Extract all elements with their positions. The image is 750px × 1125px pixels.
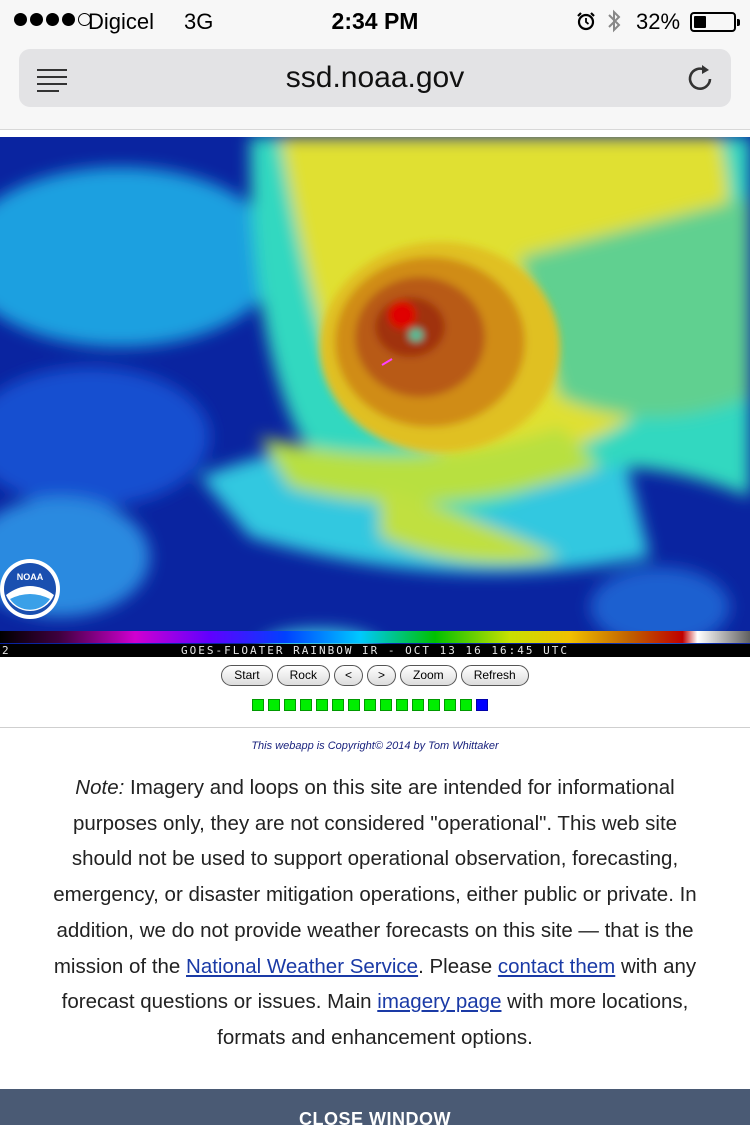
status-bar (0, 0, 750, 42)
frame-selector (252, 699, 488, 711)
battery-percent: 32% (636, 9, 681, 34)
frame-8-square[interactable] (364, 699, 376, 711)
image-corner-label: 2 (2, 644, 9, 657)
frame-6-square[interactable] (332, 699, 344, 711)
note-text-4: with more locations, formats and enhancement options. (217, 990, 689, 1049)
frame-4-square[interactable] (300, 699, 312, 711)
carrier-name: Digicel (88, 9, 155, 34)
status-time: 2:34 PM (331, 8, 419, 34)
contact-them-link[interactable]: contact them (497, 954, 616, 978)
frame-13-square[interactable] (444, 699, 456, 711)
note-text-2: . Please (418, 954, 498, 978)
image-caption-bar (0, 644, 750, 657)
address-bar[interactable] (19, 49, 731, 107)
alarm-clock-icon (576, 11, 596, 37)
network-type: 3G (184, 9, 214, 34)
frame-7-square[interactable] (348, 699, 360, 711)
url-text[interactable]: ssd.noaa.gov (285, 61, 465, 94)
national-weather-service-link[interactable]: National Weather Service (186, 954, 419, 978)
battery-icon (690, 12, 736, 32)
noaa-logo-icon (0, 559, 60, 619)
disclaimer-note (48, 770, 702, 1056)
frame-14-square[interactable] (460, 699, 472, 711)
frame-15-square[interactable] (476, 699, 488, 711)
satellite-loop-image (0, 137, 750, 657)
note-text-3: with any forecast questions or issues. Main (61, 954, 697, 1014)
refresh-button[interactable]: Refresh (461, 665, 529, 686)
note-text-1: Imagery and loops on this site are intended for informational purposes only, they are not considered "operational". This web site should not be used to support operational observation, forecasting, emergency, or disaster mitigation operations, either public or private. In addition, we do not provide weather forecasts on this site — that is the mission of the (53, 776, 697, 978)
divider (0, 727, 750, 728)
bluetooth-icon (606, 8, 622, 40)
previous-frame-button[interactable]: < (334, 665, 363, 686)
next-frame-button[interactable]: > (367, 665, 396, 686)
imagery-page-link[interactable]: imagery page (377, 990, 502, 1014)
frame-2-square[interactable] (268, 699, 280, 711)
browser-toolbar (0, 42, 750, 130)
copyright-notice: This webapp is Copyright© 2014 by Tom Whittaker (251, 740, 499, 752)
frame-12-square[interactable] (428, 699, 440, 711)
reload-icon[interactable] (687, 63, 715, 98)
close-window-button[interactable] (0, 1089, 750, 1125)
zoom-button[interactable]: Zoom (400, 665, 457, 686)
noaa-logo-text: NOAA (16, 572, 44, 582)
frame-10-square[interactable] (396, 699, 408, 711)
rock-button[interactable]: Rock (277, 665, 330, 686)
close-window-label: CLOSE WINDOW (299, 1109, 451, 1125)
loop-controls (0, 665, 750, 686)
start-button[interactable]: Start (221, 665, 272, 686)
frame-5-square[interactable] (316, 699, 328, 711)
frame-1-square[interactable] (252, 699, 264, 711)
frame-9-square[interactable] (380, 699, 392, 711)
image-caption: GOES-FLOATER RAINBOW IR - OCT 13 16 16:45 UTC (180, 644, 569, 657)
frame-11-square[interactable] (412, 699, 424, 711)
note-prefix: Note: (75, 776, 125, 799)
frame-3-square[interactable] (284, 699, 296, 711)
